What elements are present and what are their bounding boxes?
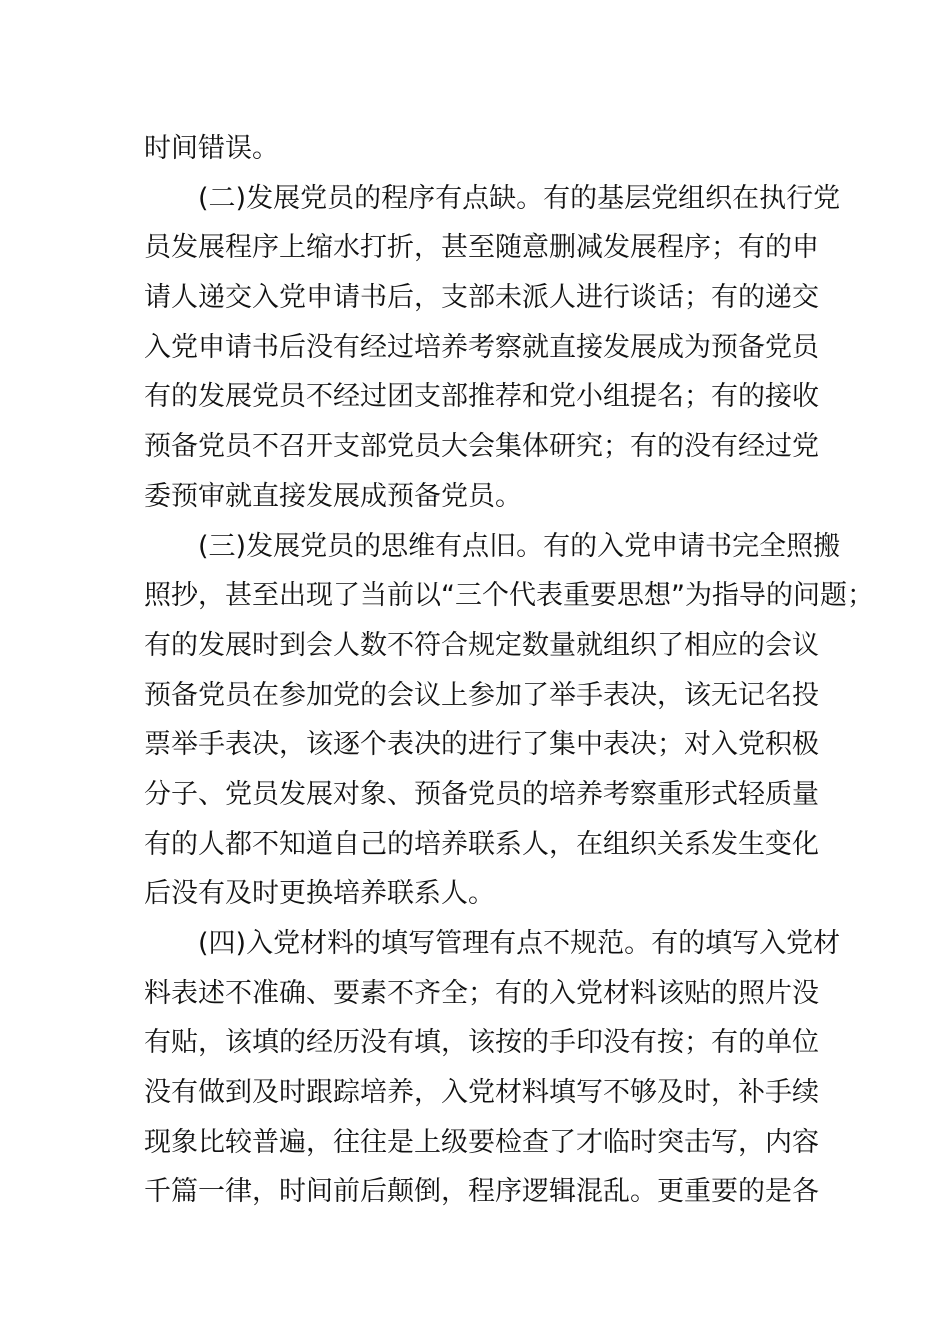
paragraph-4-heading-line: (四)入党材料的填写管理有点不规范。有的填写入党材 (144, 928, 841, 959)
text-line: 有的人都不知道自己的培养联系人，在组织关系发生变化 (144, 828, 819, 860)
paragraph-2-heading-line: (二)发展党员的程序有点缺。有的基层党组织在执行党 (144, 182, 841, 214)
text-line: 照抄，甚至出现了当前以“三个代表重要思想”为指导的问题； (144, 580, 874, 612)
text-line: 没有做到及时跟踪培养，入党材料填写不够及时，补手续 (144, 1077, 819, 1109)
text-line: 时间错误。 (144, 133, 279, 164)
body-text (144, 124, 874, 1217)
text-line: 料表述不准确、要素不齐全；有的入党材料该贴的照片没 (144, 977, 819, 1009)
text-line: 员发展程序上缩水打折，甚至随意删减发展程序；有的申 (144, 232, 819, 264)
text-line: 票举手表决，该逐个表决的进行了集中表决；对入党积极 (144, 729, 819, 761)
text-line: 请人递交入党申请书后，支部未派人进行谈话；有的递交 (144, 282, 819, 314)
text-line: 千篇一律，时间前后颠倒，程序逻辑混乱。更重要的是各 (144, 1176, 819, 1208)
text-line: 分子、党员发展对象、预备党员的培养考察重形式轻质量 (144, 778, 819, 810)
text-line: 后没有及时更换培养联系人。 (144, 878, 495, 910)
text-line: 有的发展时到会人数不符合规定数量就组织了相应的会议 (144, 629, 819, 661)
paragraph-3-heading-line: (三)发展党员的思维有点旧。有的入党申请书完全照搬 (144, 530, 841, 562)
text-line: 委预审就直接发展成预备党员。 (144, 480, 522, 512)
text-line: 入党申请书后没有经过培养考察就直接发展成为预备党员 (144, 331, 819, 363)
text-line: 有贴，该填的经历没有填，该按的手印没有按；有的单位 (144, 1027, 819, 1059)
text-line: 现象比较普遍，往往是上级要检查了才临时突击写，内容 (144, 1126, 819, 1158)
text-line: 预备党员不召开支部党员大会集体研究；有的没有经过党 (144, 431, 819, 463)
text-line: 预备党员在参加党的会议上参加了举手表决，该无记名投 (144, 679, 819, 711)
text-line: 有的发展党员不经过团支部推荐和党小组提名；有的接收 (144, 381, 819, 413)
